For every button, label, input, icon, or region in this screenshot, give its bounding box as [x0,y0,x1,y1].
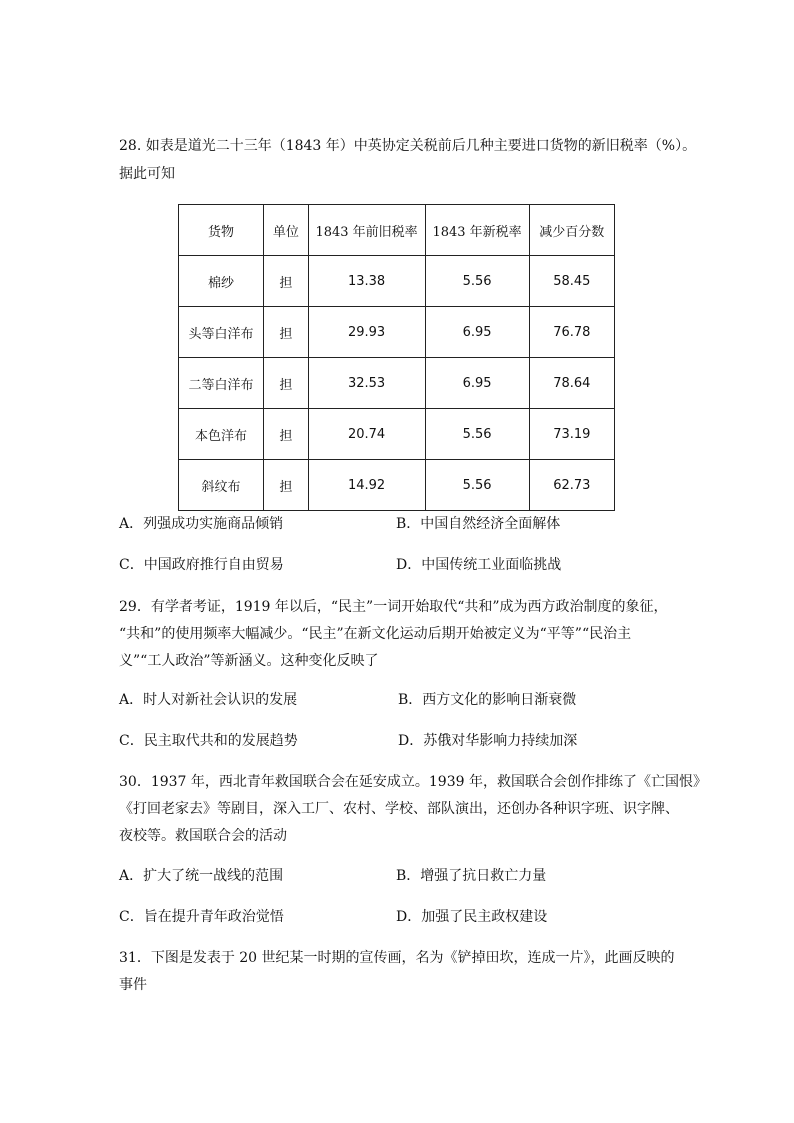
table-header-row [179,205,615,256]
q30-stem-line1: 30．1937 年，西北青年救国联合会在延安成立。1939 年，救国联合会创作排练了《亡国恨》 [119,774,707,790]
cell-old-rate: 13.38 [308,256,425,307]
cell-unit: 担 [264,358,309,409]
q29-option-a[interactable]: A．时人对新社会认识的发展 [119,692,298,708]
cell-new-rate: 5.56 [425,460,529,511]
cell-unit: 担 [264,409,309,460]
table-row [179,256,615,307]
table-row [179,460,615,511]
cell-new-rate: 5.56 [425,409,529,460]
cell-goods: 二等白洋布 [179,358,264,409]
cell-reduction: 73.19 [529,409,614,460]
cell-goods: 本色洋布 [179,409,264,460]
header-goods: 货物 [179,205,264,256]
q28-option-a[interactable]: A．列强成功实施商品倾销 [119,516,284,532]
header-new-rate: 1843 年新税率 [425,205,529,256]
q30-option-c[interactable]: C．旨在提升青年政治觉悟 [119,909,284,925]
q29-stem-line1: 29．有学者考证，1919 年以后，“民主”一词开始取代“共和”成为西方政治制度的象征， [119,599,668,615]
cell-reduction: 58.45 [529,256,614,307]
cell-old-rate: 29.93 [308,307,425,358]
q29-stem-line2: “共和”的使用频率大幅减少。“民主”在新文化运动后期开始被定义为“平等”“民治主 [119,626,632,642]
q28-stem-line1: 28. 如表是道光二十三年（1843 年）中英协定关税前后几种主要进口货物的新旧税率（%）。 [119,138,697,154]
cell-reduction: 76.78 [529,307,614,358]
q30-stem-line2: 《打回老家去》等剧目，深入工厂、农村、学校、部队演出，还创办各种识字班、识字牌、 [119,801,679,817]
q29-option-d[interactable]: D．苏俄对华影响力持续加深 [398,733,578,749]
cell-reduction: 78.64 [529,358,614,409]
cell-new-rate: 6.95 [425,358,529,409]
cell-goods: 斜纹布 [179,460,264,511]
q31-stem-line1: 31．下图是发表于 20 世纪某一时期的宣传画，名为《铲掉田坎，连成一片》，此画反映的 [119,950,675,966]
tax-rate-table [178,204,615,511]
table-row [179,307,615,358]
table-row [179,409,615,460]
q28-option-d[interactable]: D．中国传统工业面临挑战 [396,557,562,573]
cell-unit: 担 [264,460,309,511]
header-reduction: 减少百分数 [529,205,614,256]
cell-old-rate: 14.92 [308,460,425,511]
q30-option-b[interactable]: B．增强了抗日救亡力量 [396,868,547,884]
cell-new-rate: 5.56 [425,256,529,307]
q29-option-b[interactable]: B．西方文化的影响日渐衰微 [398,692,577,708]
q29-stem-line3: 义”“工人政治”等新涵义。这种变化反映了 [119,653,379,669]
q31-stem-line2: 事件 [119,977,147,993]
cell-unit: 担 [264,307,309,358]
header-old-rate: 1843 年前旧税率 [308,205,425,256]
cell-new-rate: 6.95 [425,307,529,358]
q30-option-d[interactable]: D．加强了民主政权建设 [396,909,548,925]
q28-stem-line2: 据此可知 [119,166,175,182]
cell-old-rate: 20.74 [308,409,425,460]
q28-option-c[interactable]: C．中国政府推行自由贸易 [119,557,284,573]
q30-option-a[interactable]: A．扩大了统一战线的范围 [119,868,284,884]
q29-option-c[interactable]: C．民主取代共和的发展趋势 [119,733,298,749]
cell-old-rate: 32.53 [308,358,425,409]
header-unit: 单位 [264,205,309,256]
q28-option-b[interactable]: B．中国自然经济全面解体 [396,516,561,532]
q30-stem-line3: 夜校等。救国联合会的活动 [119,828,287,844]
cell-goods: 棉纱 [179,256,264,307]
cell-reduction: 62.73 [529,460,614,511]
cell-unit: 担 [264,256,309,307]
table-row [179,358,615,409]
cell-goods: 头等白洋布 [179,307,264,358]
